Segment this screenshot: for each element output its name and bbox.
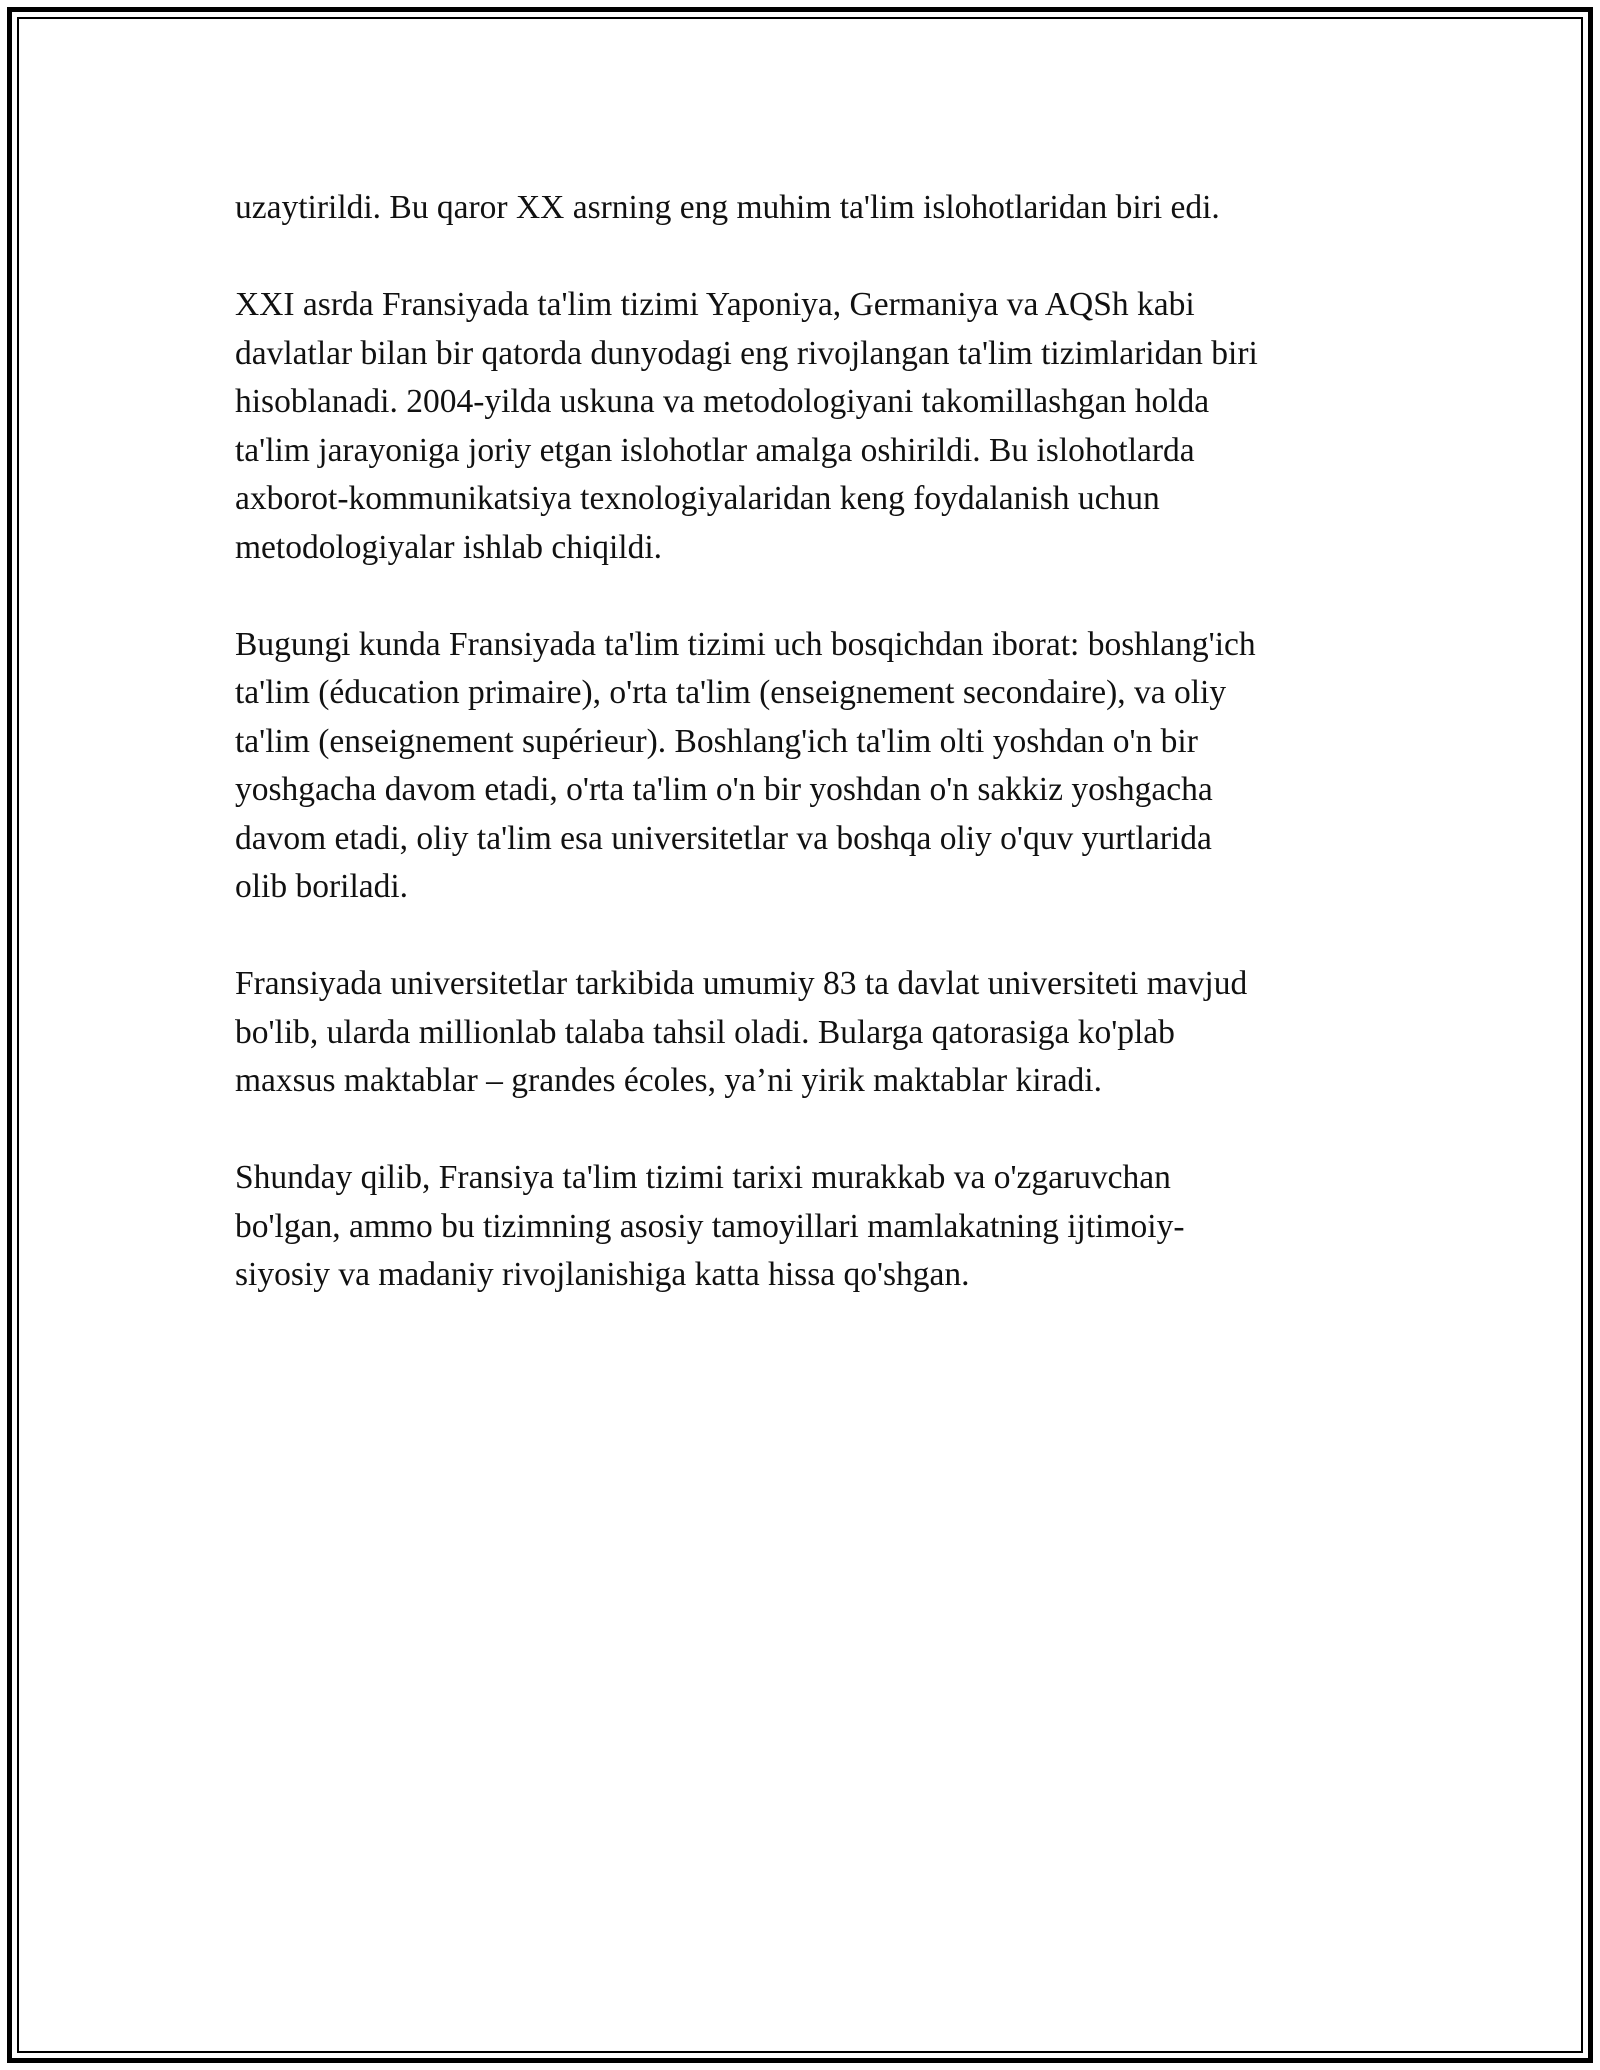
paragraph-universities: Fransiyada universitetlar tarkibida umumiy 83 ta davlat universiteti mavjud bo'lib, ularda millionlab talaba tahsil oladi. Bularga qatorasiga ko'plab maxsus maktablar – grandes écoles, ya’ni yirik maktablar kiradi. (235, 965, 1248, 1099)
paragraph-continuation: uzaytirildi. Bu qaror XX asrning eng muhim ta'lim islohotlaridan biri edi. (235, 189, 1220, 226)
paragraph-conclusion: Shunday qilib, Fransiya ta'lim tizimi tarixi murakkab va o'zgaruvchan bo'lgan, ammo bu tizimning asosiy tamoyillari mamlakatning ijtimoiy- siyosiy va madaniy rivojlanishiga katta hissa qo'shgan. (235, 1159, 1185, 1293)
paragraph-xxi-century: XXI asrda Fransiyada ta'lim tizimi Yaponiya, Germaniya va AQSh kabi davlatlar bilan bir qatorda dunyodagi eng rivojlangan ta'lim tizimlaridan biri hisoblanadi. 2004-yilda uskuna va metodologiyani takomillashgan holda ta'lim jarayoniga joriy etgan islohotlar amalga oshirildi. Bu islohotlarda axborot-kommunikatsiya texnologiyalaridan keng foydalanish uchun metodologiyalar ishlab chiqildi. (235, 286, 1258, 566)
document-body (235, 184, 1365, 1348)
paragraph-education-stages: Bugungi kunda Fransiyada ta'lim tizimi uch bosqichdan iborat: boshlang'ich ta'lim (éducation primaire), o'rta ta'lim (enseignement secondaire), va oliy ta'lim (enseignement supérieur). Boshlang'ich ta'lim olti yoshdan o'n bir yoshgacha davom etadi, o'rta ta'lim o'n bir yoshdan o'n sakkiz yoshgacha davom etadi, oliy ta'lim esa universitetlar va boshqa oliy o'quv yurtlarida olib boriladi. (235, 625, 1256, 905)
